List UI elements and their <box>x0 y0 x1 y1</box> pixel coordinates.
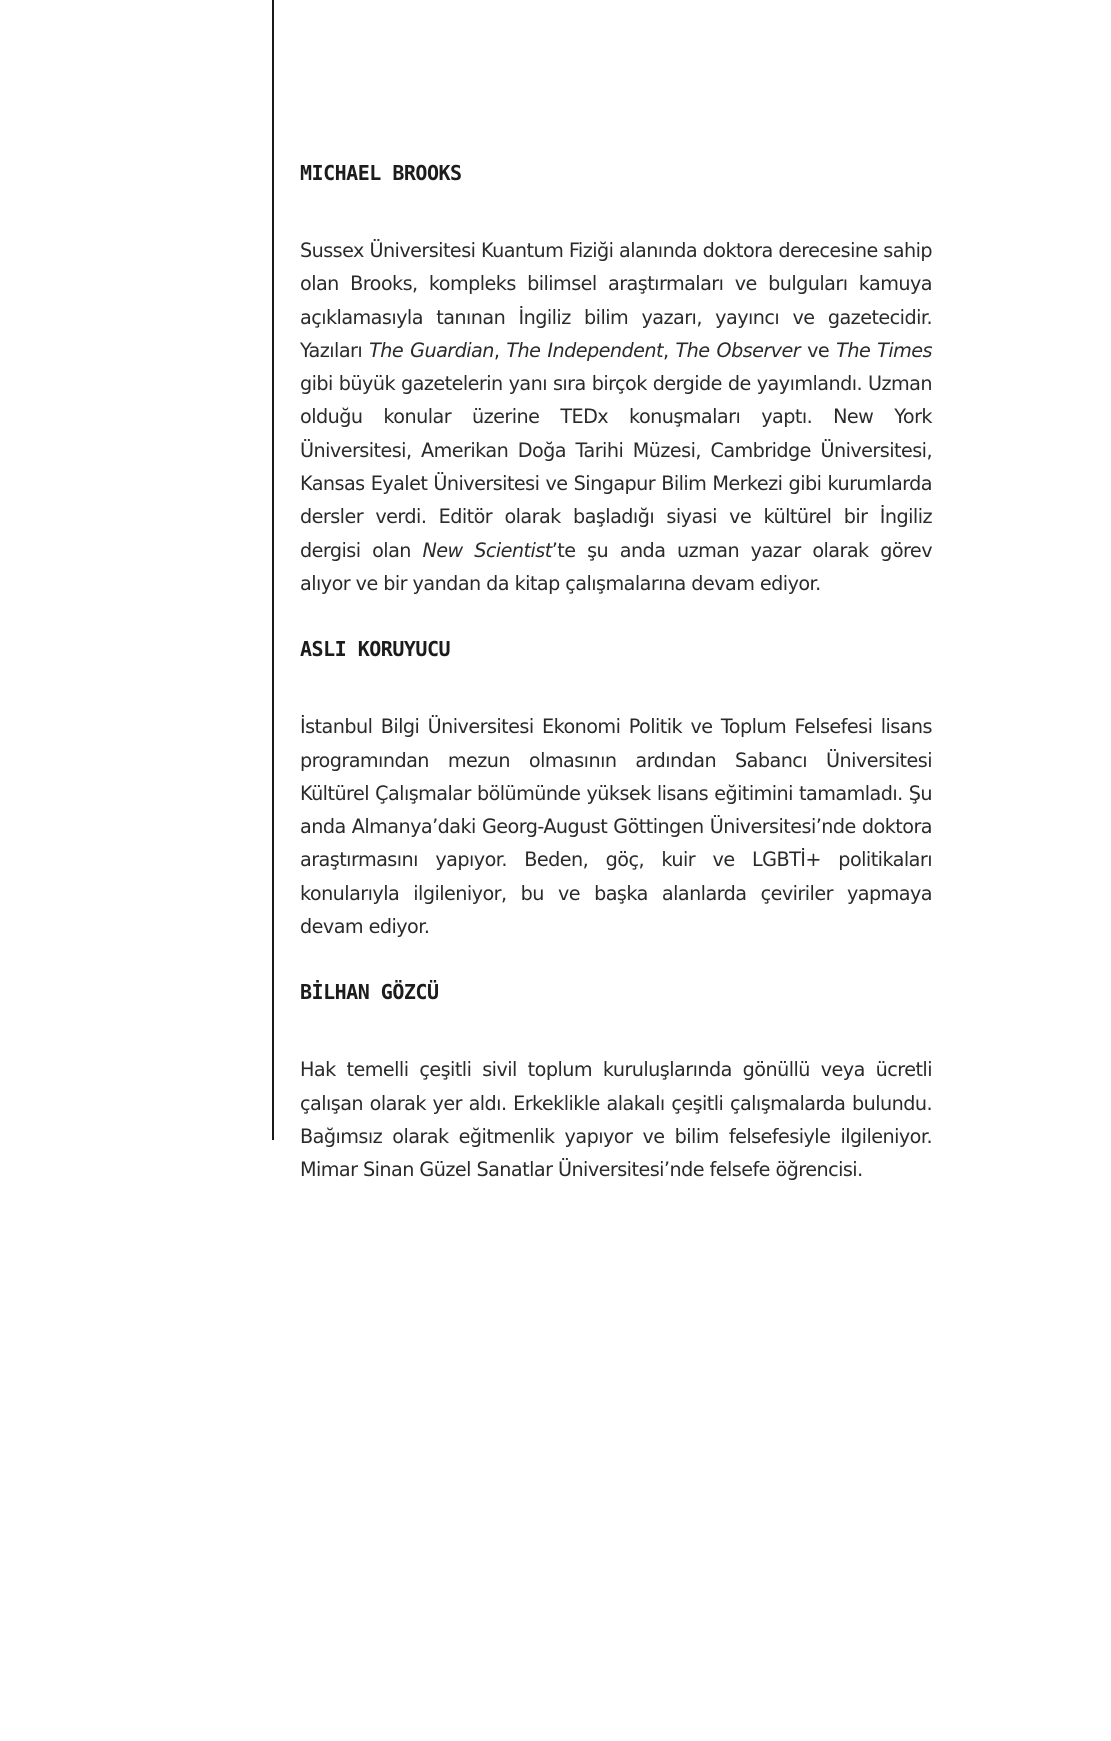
bio-text-part: ’te şu anda uzman yazar olarak görev alıyor ve bir yandan da kitap çalışmalarına devam ediyor. <box>300 538 932 595</box>
bio-text: Hak temelli çeşitli sivil toplum kuruluşlarında gönüllü veya ücretli çalışan olarak yer aldı. Erkeklikle alakalı çeşitli çalışmalarda bulundu. Bağımsız olarak eğitmenlik yapıyor ve bilim felsefesiyle ilgileniyor. Mimar Sinan Güzel Sanatlar Üniversitesi’nde felsefe öğrencisi. <box>300 1058 932 1182</box>
bio-name: BİLHAN GÖZCÜ <box>300 980 439 1005</box>
bio-name: MICHAEL BROOKS <box>300 161 462 185</box>
publication-title: The Guardian <box>369 338 494 362</box>
bio-name: ASLI KORUYUCU <box>300 637 451 662</box>
bio-text: İstanbul Bilgi Üniversitesi Ekonomi Politik ve Toplum Felsefesi lisans programından mezun olmasının ardından Sabancı Üniversitesi Kültürel Çalışmalar bölümünde yüksek lisans eğitimini tamamladı. Şu anda Almanya’daki Georg-August Göttingen Üniversitesi’nde doktora araştırmasını yapıyor. Beden, göç, kuir ve LGBTİ+ politikaları konularıyla ilgileniyor, bu ve başka alanlarda çeviriler yapmaya devam ediyor. <box>300 715 932 939</box>
bio-text-part: gibi büyük gazetelerin yanı sıra birçok dergide de yayımlandı. Uzman olduğu konular üzerine TEDx konuşmaları yaptı. New York Üniversitesi, Amerikan Doğa Tarihi Müzesi, Cambridge Üniversitesi, Kansas Eyalet Üniversitesi ve Singapur Bilim Merkezi gibi kurumlarda dersler verdi. Editör olarak başladığı siyasi ve kültürel bir İngiliz dergisi olan <box>300 372 932 562</box>
bio-text-part: Sussex Üniversitesi Kuantum Fiziği alanında doktora derecesine sahip olan Brooks, kompleks bilimsel araştırmaları ve bulguları kamuya açıklamasıyla tanınan İngiliz bilim yazarı, yayıncı ve gazetecidir. Yazıları <box>300 239 932 362</box>
publication-title: New Scientist <box>422 538 552 562</box>
bio-text-part: ve <box>800 338 837 362</box>
margin-rule <box>272 0 274 1140</box>
publication-title: The Independent <box>506 338 663 362</box>
bio-asli-koruyucu <box>300 636 932 943</box>
publication-title: The Observer <box>675 338 801 362</box>
bio-text-part: , <box>493 338 507 362</box>
bio-text-part: , <box>662 338 676 362</box>
publication-title: The Times <box>836 338 932 362</box>
bio-text <box>300 234 932 600</box>
contributors-section <box>300 160 932 1187</box>
bio-michael-brooks <box>300 160 932 600</box>
bio-bilhan-gozcu <box>300 979 932 1186</box>
